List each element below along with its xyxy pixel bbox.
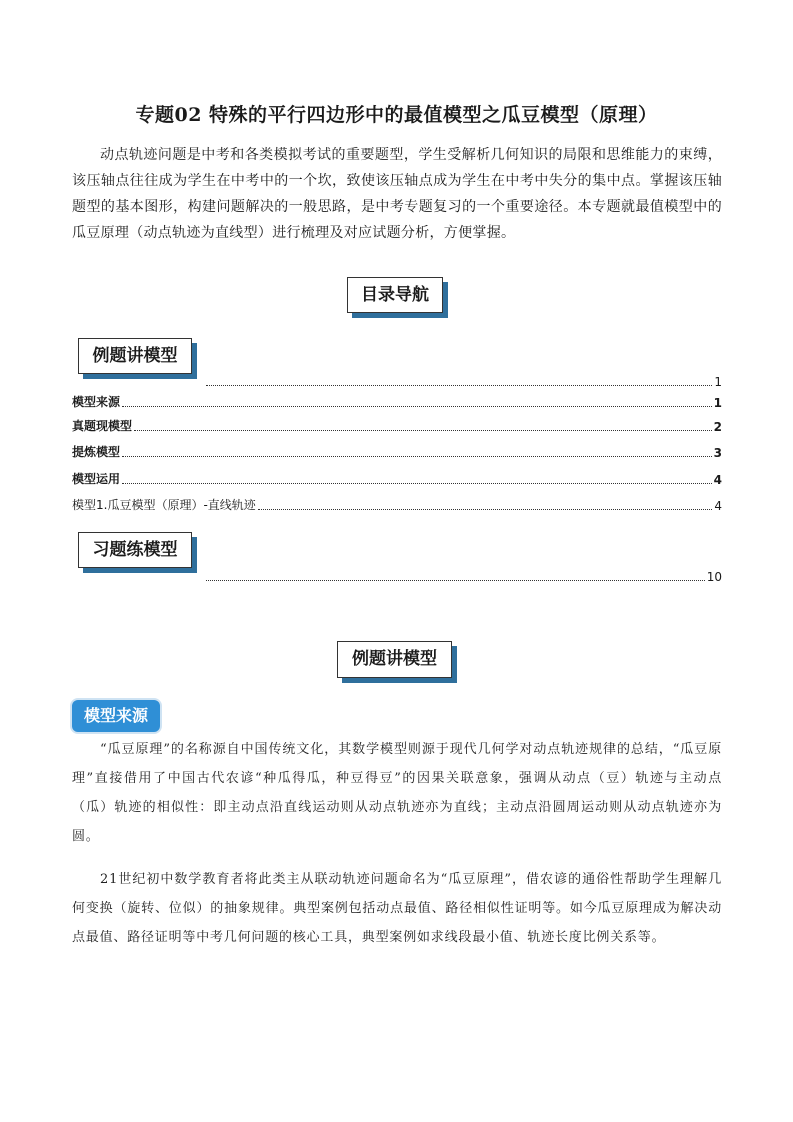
toc-entry[interactable] <box>72 444 722 460</box>
toc-entry[interactable] <box>204 373 722 389</box>
toc-entry[interactable] <box>72 418 722 434</box>
toc-section-exercise: 习题练模型 <box>78 532 192 568</box>
subsection-badge: 模型来源 <box>72 700 160 732</box>
intro-paragraph: 动点轨迹问题是中考和各类模拟考试的重要题型，学生受解析几何知识的局限和思维能力的束缚，该压轴点往往成为学生在中考中的一个坎，致使该压轴点成为学生在中考中失分的集中点。掌握该压轴题型的基本图形，构建问题解决的一般思路，是中考专题复习的一个重要途径。本专题就最值模型中的瓜豆原理（动点轨迹为直线型）进行梳理及对应试题分析，方便掌握。 <box>72 147 722 241</box>
toc-entry-label: 模型1.瓜豆模型（原理）-直线轨迹 <box>72 498 256 512</box>
toc-entry[interactable] <box>72 497 722 513</box>
toc-entry-page: 3 <box>713 446 722 460</box>
toc-entry-label: 提炼模型 <box>72 445 121 459</box>
toc-entry-label: 真题现模型 <box>72 419 133 433</box>
toc-entry[interactable] <box>72 471 722 487</box>
toc-section-example: 例题讲模型 <box>78 338 192 374</box>
section-heading-example: 例题讲模型 <box>337 641 452 678</box>
document-title: 专题02 特殊的平行四边形中的最值模型之瓜豆模型（原理） <box>135 104 658 126</box>
body-paragraph-2: 21世纪初中数学教育者将此类主从联动轨迹问题命名为“瓜豆原理”，借农谚的通俗性帮助学生理解几何变换（旋转、位似）的抽象规律。典型案例包括动点最值、路径相似性证明等。如今瓜豆原理成为解决动点最值、路径证明等中考几何问题的核心工具，典型案例如求线段最小值、轨迹长度比例关系等。 <box>72 872 722 945</box>
toc-entry-page: 2 <box>713 420 722 434</box>
toc-entry-page: 1 <box>714 375 722 389</box>
toc-heading: 目录导航 <box>347 277 443 313</box>
toc-entry-page: 4 <box>713 473 722 487</box>
toc-entry-page: 1 <box>713 396 722 410</box>
toc-entry-page: 10 <box>706 570 722 584</box>
toc-entry[interactable] <box>204 568 722 584</box>
body-paragraph-1: “瓜豆原理”的名称源自中国传统文化，其数学模型则源于现代几何学对动点轨迹规律的总结，“瓜豆原理”直接借用了中国古代农谚“种瓜得瓜，种豆得豆”的因果关联意象，强调从动点（豆）轨迹与主动点（瓜）轨迹的相似性：即主动点沿直线运动则从动点轨迹亦为直线；主动点沿圆周运动则从动点轨迹亦为圆。 <box>72 742 722 844</box>
toc-entry-label: 模型运用 <box>72 472 121 486</box>
toc-entry-page: 4 <box>714 499 722 513</box>
toc-entry-label: 模型来源 <box>72 395 121 409</box>
toc-entry[interactable] <box>72 394 722 410</box>
